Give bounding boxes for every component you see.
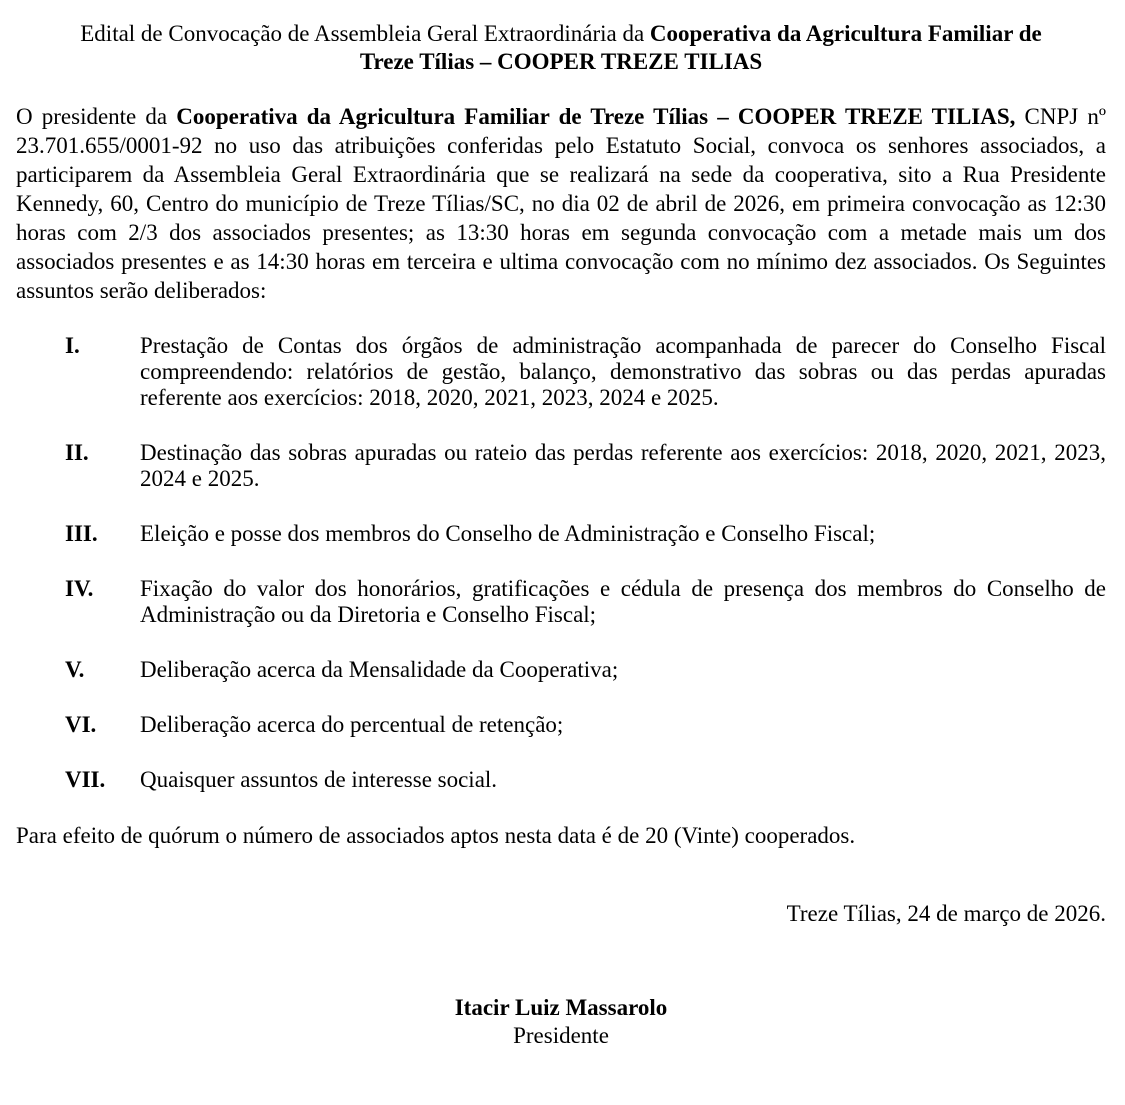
signatory-role: Presidente — [513, 1023, 609, 1048]
intro-paragraph — [16, 102, 1106, 305]
agenda-item — [16, 440, 1106, 492]
intro-org-name: Cooperativa da Agricultura Familiar de Treze Tílias – COOPER TREZE TILIAS, — [176, 104, 1016, 129]
agenda-item-number: II. — [65, 440, 89, 465]
agenda-item — [16, 712, 1106, 738]
date-line: Treze Tílias, 24 de março de 2026. — [786, 901, 1106, 926]
agenda-item-number: VII. — [65, 767, 106, 792]
agenda-item-number: III. — [65, 521, 98, 546]
intro-body: CNPJ nº 23.701.655/0001-92 no uso das atribuições conferidas pelo Estatuto Social, convoca os senhores associados, a participarem da Assembleia Geral Extraordinária que se realizará na sede da cooperativa, sito a Rua Presidente Kennedy, 60, Centro do município de Treze Tílias/SC, no dia 02 de abril de 2026, em primeira convocação as 12:30 horas com 2/3 dos associados presentes; as 13:30 horas em segunda convocação com a metade mais um dos associados presentes e as 14:30 horas em terceira e ultima convocação com no mínimo dez associados. Os Seguintes assuntos serão deliberados: — [16, 104, 1106, 303]
agenda-item — [16, 333, 1106, 411]
agenda-item-text: Prestação de Contas dos órgãos de administração acompanhada de parecer do Conselho Fiscal compreendendo: relatórios de gestão, balanço, demonstrativo das sobras ou das perdas apuradas referente aos exercícios: 2018, 2020, 2021, 2023, 2024 e 2025. — [140, 333, 1106, 410]
agenda-item-number: V. — [65, 657, 85, 682]
agenda-item-text: Deliberação acerca da Mensalidade da Cooperativa; — [140, 657, 619, 682]
quorum-statement: Para efeito de quórum o número de associados aptos nesta data é de 20 (Vinte) cooperados. — [16, 823, 856, 848]
agenda-item-text: Quaisquer assuntos de interesse social. — [140, 767, 498, 792]
document-page — [16, 20, 1106, 1050]
agenda-item-number: I. — [65, 333, 80, 358]
agenda-item — [16, 767, 1106, 793]
agenda-item — [16, 576, 1106, 628]
agenda-item-number: IV. — [65, 576, 94, 601]
title-org-line1: Cooperativa da Agricultura Familiar de — [649, 21, 1042, 46]
agenda-list — [16, 333, 1106, 793]
agenda-item — [16, 521, 1106, 547]
agenda-item-text: Fixação do valor dos honorários, gratificações e cédula de presença dos membros do Conselho de Administração ou da Diretoria e Conselho Fiscal; — [140, 576, 1106, 627]
document-title — [16, 20, 1106, 76]
agenda-item-number: VI. — [65, 712, 97, 737]
intro-lead: O presidente da — [16, 104, 177, 129]
agenda-item-text: Eleição e posse dos membros do Conselho de Administração e Conselho Fiscal; — [140, 521, 876, 546]
agenda-item-text: Destinação das sobras apuradas ou rateio das perdas referente aos exercícios: 2018, 2020, 2021, 2023, 2024 e 2025. — [140, 440, 1106, 491]
agenda-item — [16, 657, 1106, 683]
title-org-line2: Treze Tílias – COOPER TREZE TILIAS — [359, 49, 763, 74]
signatory-name: Itacir Luiz Massarolo — [454, 995, 668, 1020]
signature-block — [16, 994, 1106, 1050]
agenda-item-text: Deliberação acerca do percentual de retenção; — [140, 712, 564, 737]
title-prefix: Edital de Convocação de Assembleia Geral Extraordinária da — [80, 21, 650, 46]
